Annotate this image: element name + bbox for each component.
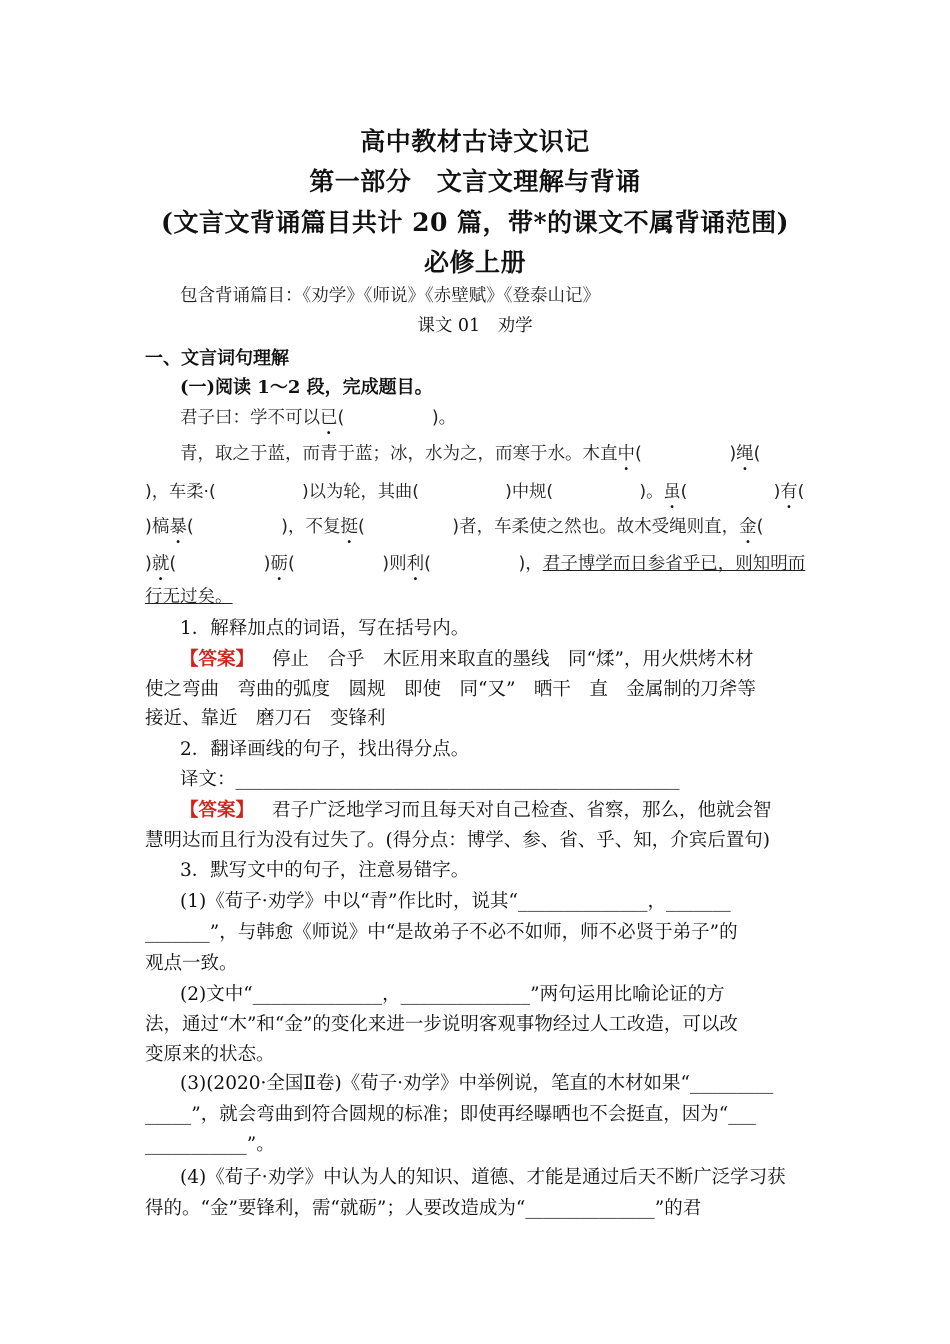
passage-text: )， — [145, 482, 169, 502]
dotted-word: 绳 — [736, 444, 754, 464]
passage-line-1 — [180, 404, 810, 429]
q3-1-line-3: 观点一致。 — [145, 953, 238, 974]
answer-1-line-1 — [180, 645, 810, 671]
answer-2-line-1 — [180, 796, 810, 822]
passage-line-3 — [145, 477, 810, 502]
passage-line-6 — [145, 583, 810, 608]
question-3: 3．默写文中的句子，注意易错字。 — [180, 860, 470, 881]
passage-line-5 — [145, 550, 810, 575]
q3-2-line-2: 法，通过“木”和“金”的变化来进一步说明客观事物经过人工改造，可以改 — [145, 1014, 738, 1035]
dotted-word: 金 — [739, 517, 757, 537]
part-title: 第一部分 文言文理解与背诵 — [309, 167, 641, 196]
passage-text: · — [203, 482, 209, 502]
passage-text: ( — [753, 444, 761, 464]
passage-text: ( ) — [635, 444, 737, 464]
passage-text: ( )则 — [287, 554, 407, 574]
passage-text: ( — [756, 517, 764, 537]
dotted-word: 利 — [406, 554, 425, 574]
answer-text: 君子广泛地学习而且每天对自己检查、省察，那么，他就会智 — [272, 800, 772, 821]
question-1: 1．解释加点的词语，写在括号内。 — [180, 618, 470, 639]
passage-text: ( )者，车柔使之然也。故木受绳则直， — [357, 517, 740, 537]
section-heading: 一、文言词句理解 — [145, 348, 289, 369]
book-title: 必修上册 — [423, 248, 526, 277]
passage-text: 君子曰：学不可以 — [180, 408, 320, 428]
passage-text: ( )以为轮，其曲 — [208, 482, 413, 502]
q3-1-line-1: (1)《荀子·劝学》中以“青”作比时，说其“______________，_______ — [180, 891, 731, 912]
underlined-sentence: 行无过矣。 — [145, 587, 233, 607]
dotted-word: 砺 — [270, 554, 288, 574]
passage-line-2 — [180, 440, 810, 465]
dotted-word: 暴 — [169, 517, 187, 537]
answer-1-line-2: 使之弯曲 弯曲的弧度 圆规 即使 同“又” 晒干 直 金属制的刀斧等 — [145, 679, 756, 700]
q3-4-line-1: (4)《荀子·劝学》中认为人的知识、道德、才能是通过后天不断广泛学习获 — [180, 1167, 786, 1188]
dotted-word: 中 — [617, 444, 635, 464]
q3-2-line-1: (2)文中“______________，______________”两句运用比喻论证的方 — [180, 984, 725, 1005]
passage-line-4 — [145, 513, 810, 538]
passage-text: ( )。 — [546, 482, 664, 502]
passage-text: ) — [145, 554, 152, 574]
passage-text: ( )中规 — [412, 482, 547, 502]
lesson-title: 课文 01 劝学 — [417, 316, 533, 336]
passage-text: ( — [797, 482, 805, 502]
answer-text: 停止 合乎 木匠用来取直的墨线 同“煣”，用火烘烤木材 — [272, 649, 754, 670]
sub-heading: (一)阅读 1～2 段，完成题目。 — [180, 377, 433, 398]
dotted-word: 有 — [780, 482, 798, 502]
dotted-word: 挺 — [340, 517, 358, 537]
dotted-word: 已 — [320, 408, 338, 428]
dotted-word: 虽 — [663, 482, 681, 502]
question-2: 2．翻译画线的句子，找出得分点。 — [180, 739, 470, 760]
q3-1-line-2: _______”，与韩愈《师说》中“是故弟子不必不如师，师不必贤于弟子”的 — [145, 922, 738, 943]
answer-1-line-3: 接近、靠近 磨刀石 变锋利 — [145, 708, 386, 729]
main-title: 高中教材古诗文识记 — [360, 127, 590, 156]
include-list: 包含背诵篇目：《劝学》《师说》《赤壁赋》《登泰山记》 — [180, 286, 600, 306]
passage-text: ( )，不复 — [186, 517, 341, 537]
answer-label: 【答案】 — [180, 800, 255, 821]
q3-3-line-2: _____”，就会弯曲到符合圆规的标准；即使再经曝晒也不会挺直，因为“___ — [145, 1104, 756, 1125]
passage-text: ( )， — [424, 554, 543, 574]
q3-3-line-3: ___________”。 — [145, 1134, 275, 1155]
q3-2-line-3: 变原来的状态。 — [145, 1044, 275, 1065]
q3-4-line-2: 得的。“金”要锋利，需“就砺”；人要改造成为“______________”的君 — [145, 1198, 702, 1219]
answer-2-line-2: 慧明达而且行为没有过失了。(得分点：博学、参、省、乎、知，介宾后置句) — [145, 830, 770, 851]
answer-label: 【答案】 — [180, 649, 255, 670]
passage-text: 青，取之于蓝，而青于蓝；冰，水为之，而寒于水。木直 — [180, 444, 618, 464]
underlined-sentence: 君子博学而日参省乎已，则知明而 — [542, 554, 806, 574]
passage-text: )槁 — [145, 517, 170, 537]
passage-text: ( )。 — [337, 408, 457, 428]
dotted-word: 就 — [151, 554, 170, 574]
translation-blank: 译文：________________________________________________ — [180, 769, 680, 790]
scope-note: (文言文背诵篇目共计 20 篇，带*的课文不属背诵范围) — [161, 208, 789, 237]
passage-text: 车柔 — [168, 482, 204, 502]
passage-text: ( ) — [680, 482, 781, 502]
q3-3-line-1: (3)(2020·全国Ⅱ卷)《荀子·劝学》中举例说，笔直的木材如果“_________ — [180, 1073, 774, 1094]
passage-text: ( ) — [169, 554, 271, 574]
